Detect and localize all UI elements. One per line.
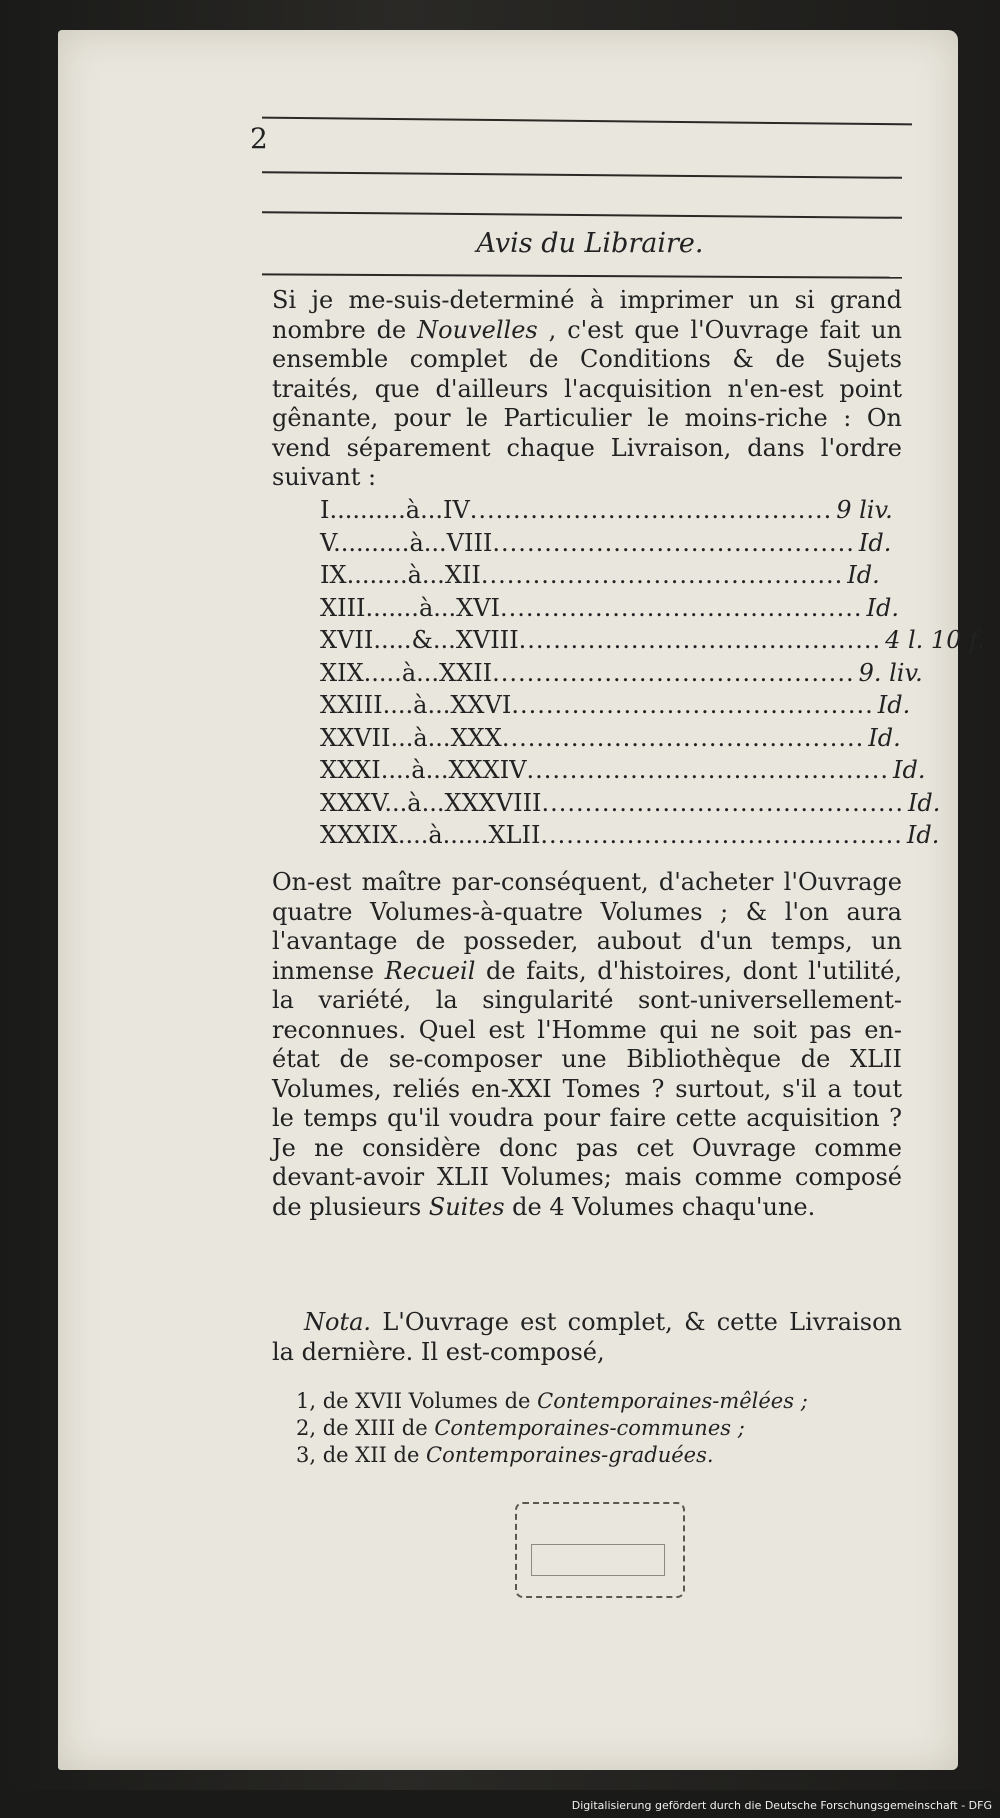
body-text-1: On-est maître par-conséquent, d'acheter l'Ouvrage quatre Volumes-à-quatre Volumes ; & l'on aura l'avantage de posseder, aubout d'un temps, un inmense	[272, 868, 902, 985]
price-row: XXIII....à...XXVI .......................................... Id.	[320, 691, 911, 719]
price-row: V..........à...VIII .......................................... Id.	[320, 528, 892, 557]
library-stamp	[515, 1502, 685, 1598]
nota-list	[296, 1388, 816, 1469]
price-list	[320, 496, 985, 854]
intro-text-1: Si je me-suis-determiné à imprimer un si grand nombre de	[272, 286, 902, 344]
body-paragraph	[272, 868, 902, 1222]
price-row: IX........à...XII .......................................... Id.	[320, 561, 880, 589]
price-row: XXVII...à...XXX .......................................... Id.	[320, 723, 901, 752]
page-number: 2	[250, 122, 268, 155]
nota-paragraph	[272, 1308, 902, 1367]
nota-text: L'Ouvrage est complet, & cette Livraison la dernière. Il est-composé,	[272, 1308, 902, 1366]
page-heading: Avis du Libraire.	[476, 228, 704, 259]
price-row: XIX.....à...XXII .......................................... 9. liv.	[320, 658, 923, 687]
price-row: XXXIX....à......XLII .......................................... Id.	[320, 821, 940, 849]
nota-label: Nota.	[304, 1308, 372, 1336]
body-italic-recueil: Recueil	[384, 956, 476, 985]
price-row: XIII.......à...XVI .......................................... Id.	[320, 593, 899, 622]
list-item: 3, de XII de Contemporaines-graduées.	[296, 1443, 714, 1467]
intro-italic-nouvelles: Nouvelles	[417, 315, 538, 344]
list-item: 2, de XIII de Contemporaines-communes ;	[296, 1416, 745, 1440]
body-text-3: de 4 Volumes chaqu'une.	[504, 1192, 816, 1221]
price-row: XVII.....&...XVIII .......................................... 4 l. 10 f.	[320, 626, 985, 654]
intro-paragraph	[272, 286, 902, 493]
price-row: XXXV...à...XXXVIII .......................................... Id.	[320, 788, 941, 817]
stamp-mark	[531, 1544, 665, 1576]
price-row: XXXI....à...XXXIV .......................................... Id.	[320, 756, 926, 784]
body-italic-suites: Suites	[428, 1192, 505, 1221]
list-item: 1, de XVII Volumes de Contemporaines-mêlées ;	[296, 1389, 808, 1413]
footer-credit: Digitalisierung gefördert durch die Deutsche Forschungsgemeinschaft - DFG	[571, 1799, 992, 1812]
intro-text-2: , c'est que l'Ouvrage fait un ensemble complet de Conditions & de Sujets traités, que d'ailleurs l'acquisition n'en-est point gênante, pour le Particulier le moins-riche : On vend séparement chaque Livraison, dans l'ordre suivant :	[272, 315, 902, 491]
body-text-2: de faits, d'histoires, dont l'utilité, la variété, la singularité sont-universellement-reconnues. Quel est l'Homme qui ne soit pas en-état de se-composer une Bibliothèque de XLII Volumes, reliés en-XXI Tomes ? surtout, s'il a tout le temps qu'il voudra pour faire cette acquisition ? Je ne considère donc pas cet Ouvrage comme devant-avoir XLII Volumes; mais comme composé de plusieurs	[272, 956, 902, 1221]
price-row: I..........à...IV .......................................... 9 liv.	[320, 496, 893, 524]
